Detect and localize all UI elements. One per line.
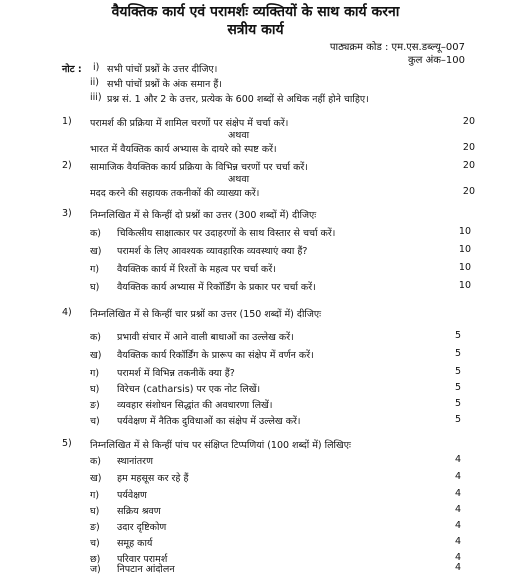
item-label: ग) <box>90 264 100 275</box>
page-subtitle: सत्रीय कार्य <box>227 22 284 38</box>
page-title: वैयक्तिक कार्य एवं परामर्शः व्यक्तियों के साथ कार्य करना <box>111 4 400 20</box>
item-text: सक्रिय श्रवण <box>117 506 161 517</box>
item-label: ज) <box>90 564 101 575</box>
item-label: ग) <box>90 368 100 379</box>
item-marks: 4 <box>454 471 461 482</box>
note-num: iii) <box>90 92 102 103</box>
question-number: 5) <box>62 438 72 449</box>
item-label: च) <box>90 538 100 549</box>
question-text: सामाजिक वैयक्तिक कार्य प्रक्रिया के विभिन्न चरणों पर चर्चा करें। <box>90 162 308 173</box>
item-marks: 4 <box>454 520 461 531</box>
item-text: प्रभावी संचार में आने वाली बाधाओं का उल्लेख करें। <box>117 332 294 343</box>
note-text: सभी पांचों प्रश्नों के अंक समान हैं। <box>107 79 222 90</box>
item-marks: 10 <box>458 262 471 273</box>
note-text: प्रश्न सं. 1 और 2 के उत्तर, प्रत्येक के 600 शब्दों से अधिक नहीं होने चाहिए। <box>107 94 369 105</box>
item-label: ङ) <box>90 400 100 411</box>
question-number: 1) <box>62 116 72 127</box>
item-marks: 4 <box>454 488 461 499</box>
item-marks: 4 <box>454 454 461 465</box>
note-text: सभी पांचों प्रश्नों के उत्तर दीजिए। <box>107 64 218 75</box>
item-label: क) <box>90 332 102 343</box>
question-marks: 20 <box>462 160 475 171</box>
item-marks: 4 <box>454 562 461 573</box>
question-text: मदद करने की सहायक तकनीकों की व्याख्या करें। <box>90 188 260 199</box>
item-label: घ) <box>90 282 100 293</box>
or-label: अथवा <box>228 174 250 185</box>
question-text: निम्नलिखित में से किन्हीं दो प्रश्नों का उत्तर (300 शब्दों में) दीजिएः <box>90 210 317 221</box>
item-text: समूह कार्य <box>117 538 153 549</box>
item-text: परामर्श में विभिन्न तकनीकें क्या हैं? <box>117 368 235 379</box>
item-text: वैयक्तिक कार्य अभ्यास में रिकॉर्डिंग के प्रकार पर चर्चा करें। <box>117 282 316 293</box>
item-marks: 10 <box>458 280 471 291</box>
note-num: i) <box>93 62 100 73</box>
item-marks: 4 <box>454 536 461 547</box>
item-text: परिवार परामर्श <box>117 554 168 565</box>
item-label: क) <box>90 456 102 467</box>
note-label: नोट : <box>62 64 82 75</box>
item-label: ख) <box>90 473 102 484</box>
item-marks: 5 <box>454 398 461 409</box>
item-text: व्यवहार संशोधन सिद्धांत की अवधारणा लिखें। <box>117 400 273 411</box>
item-marks: 4 <box>454 504 461 515</box>
item-marks: 5 <box>454 366 461 377</box>
question-text: निम्नलिखित में से किन्हीं पांच पर संक्षिप्त टिप्पणियां (100 शब्दों में) लिखिएः <box>90 440 351 451</box>
total-marks: कुल अंक–100 <box>407 55 465 66</box>
item-text: हम महसूस कर रहे हैं <box>117 473 189 484</box>
item-marks: 5 <box>454 382 461 393</box>
item-text: उदार दृष्टिकोण <box>117 522 167 533</box>
item-label: छ) <box>90 554 101 565</box>
item-text: पर्यवेक्षण <box>117 490 147 501</box>
item-label: ग) <box>90 490 100 501</box>
item-label: घ) <box>90 506 100 517</box>
item-text: विरेचन (catharsis) पर एक नोट लिखें। <box>117 384 261 395</box>
item-marks: 4 <box>454 552 461 563</box>
or-label: अथवा <box>228 130 250 141</box>
item-text: स्थानांतरण <box>117 456 153 467</box>
item-text: वैयक्तिक कार्य रिकॉर्डिंग के प्रारूप का संक्षेप में वर्णन करें। <box>117 350 314 361</box>
question-text: निम्नलिखित में से किन्हीं चार प्रश्नों का उत्तर (150 शब्दों में) दीजिएः <box>90 309 322 320</box>
question-text: परामर्श की प्रक्रिया में शामिल चरणों पर संक्षेप में चर्चा करें। <box>90 118 289 129</box>
question-marks: 20 <box>462 186 475 197</box>
item-marks: 5 <box>454 414 461 425</box>
item-label: च) <box>90 416 100 427</box>
item-text: वैयक्तिक कार्य में रिश्तों के महत्व पर चर्चा करें। <box>117 264 276 275</box>
item-text: निपटान आंदोलन <box>117 564 175 575</box>
item-marks: 5 <box>454 330 461 341</box>
item-marks: 5 <box>454 348 461 359</box>
item-text: पर्यवेक्षण में नैतिक दुविधाओं का संक्षेप में उल्लेख करें। <box>117 416 301 427</box>
item-label: क) <box>90 228 102 239</box>
question-marks: 20 <box>462 142 475 153</box>
item-marks: 10 <box>458 226 471 237</box>
item-text: परामर्श के लिए आवश्यक व्यावहारिक व्यवस्थाएं क्या हैं? <box>117 246 308 257</box>
item-label: ङ) <box>90 522 100 533</box>
question-number: 3) <box>62 208 72 219</box>
item-text: चिकित्सीय साक्षात्कार पर उदाहरणों के साथ विस्तार से चर्चा करें। <box>117 228 336 239</box>
item-label: घ) <box>90 384 100 395</box>
item-marks: 10 <box>458 244 471 255</box>
question-number: 2) <box>62 160 72 171</box>
course-code: पाठ्यक्रम कोड : एम.एस.डब्ल्यू–007 <box>329 42 465 53</box>
item-label: ख) <box>90 350 102 361</box>
item-label: ख) <box>90 246 102 257</box>
question-number: 4) <box>62 307 72 318</box>
note-num: ii) <box>90 77 99 88</box>
question-marks: 20 <box>462 116 475 127</box>
question-text: भारत में वैयक्तिक कार्य अभ्यास के दायरे को स्पष्ट करें। <box>90 144 277 155</box>
